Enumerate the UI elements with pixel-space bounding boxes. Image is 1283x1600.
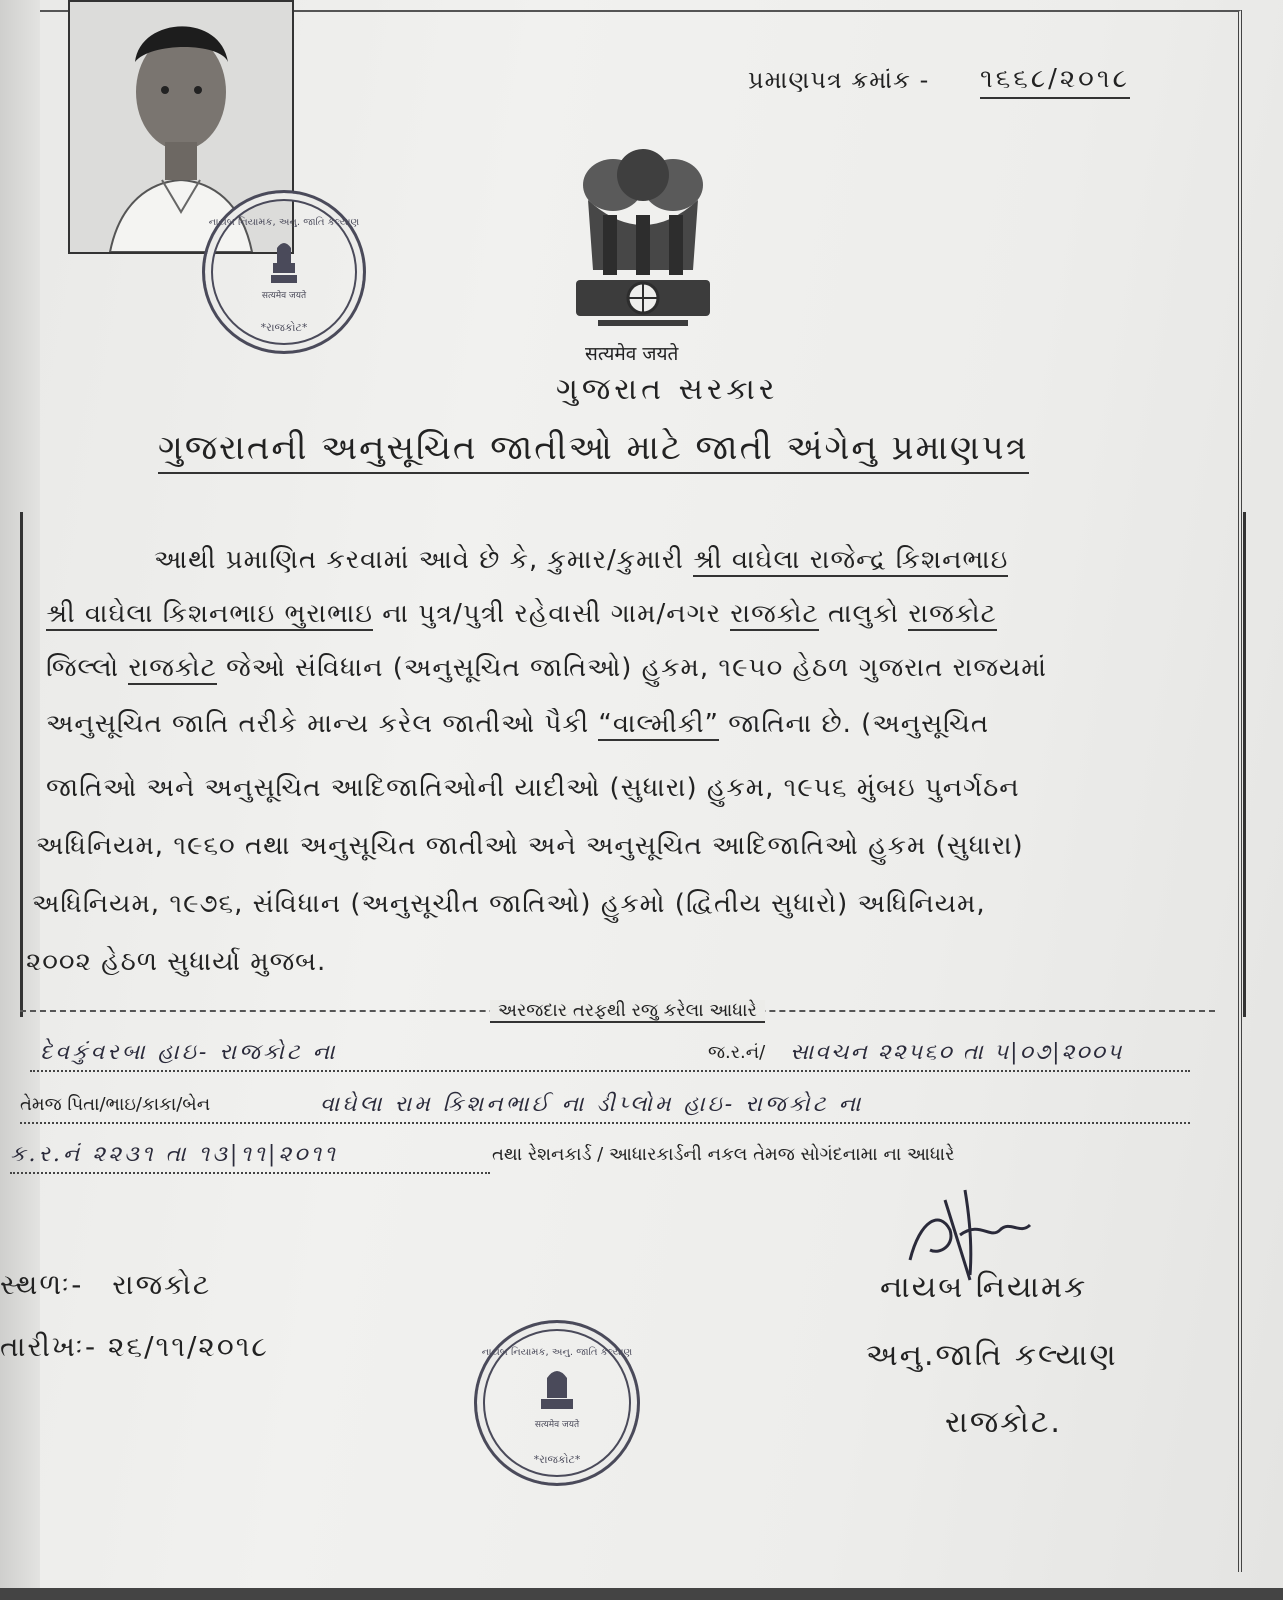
basis-header: અરજદાર તરફથી રજુ કરેલા આધારે (490, 1000, 765, 1023)
applicant-name: શ્રી વાઘેલા રાજેન્દ્ર કિશનભાઇ (693, 545, 1009, 575)
body-text-4b: જાતિના છે. (અનુસૂચિત (728, 709, 990, 739)
caste-value: “વાલ્મીકી” (598, 709, 720, 739)
basis-row-3-label: તથા રેશનકાર્ડ / આધારકાર્ડની નકલ તેમજ સોગંદનામા ના આધારે (492, 1144, 955, 1165)
body-line-4 (26, 704, 1206, 744)
basis-row-1-label: જ.ર.નં/ (708, 1042, 766, 1063)
signatory-city: રાજકોટ. (945, 1405, 1062, 1440)
body-line-5: જાતિઓ અને અનુસૂચિત આદિજાતિઓની યાદીઓ (સુધારા) હુકમ, ૧૯૫૬ મુંબઇ પુનર્ગઠન (46, 773, 1020, 803)
place-row (0, 1268, 211, 1302)
body-line-7: અધિનિયમ, ૧૯૭૬, સંવિધાન (અનુસૂચીત જાતિઓ) હુકમો (દ્વિતીય સુધારો) અધિનિયમ, (32, 889, 986, 919)
emblem-motto: सत्यमेव जयते (585, 343, 679, 365)
stamp-city-bottom: *રાજકોટ* (533, 1453, 581, 1466)
stamp-motto: सत्यमेव जयते (261, 291, 307, 301)
ashoka-lion-capital-icon (568, 140, 718, 335)
basis-row-2-handwritten: વાઘેલા રામ કિશનભાઈ ના ડીપ્લોમ હાઇ- રાજકોટ ના (320, 1092, 864, 1117)
taluka-label: તાલુકો (827, 599, 900, 629)
body-line-8: ૨૦૦૨ હેઠળ સુધાર્યા મુજબ. (26, 947, 327, 977)
body-line-3 (26, 648, 1206, 688)
place-value: રાજકોટ (112, 1268, 212, 1301)
basis-row-2-label: તેમજ પિતા/ભાઇ/કાકા/બેન (20, 1094, 211, 1115)
date-label: તારીખઃ- (0, 1330, 98, 1363)
basis-row-3-line (10, 1142, 490, 1174)
stamp-motto-bottom: सत्यमेव जयते (534, 1420, 580, 1430)
place-label: સ્થળઃ- (0, 1268, 84, 1301)
body-line-2 (26, 594, 1206, 634)
district-value: રાજકોટ (128, 653, 217, 683)
residence-label: ના પુત્ર/પુત્રી રહેવાસી ગામ/નગર (382, 599, 722, 629)
body-text-3: જેઓ સંવિધાન (અનુસૂચિત જાતિઓ) હુકમ, ૧૯૫૦ હેઠળ ગુજરાત રાજયમાં (226, 653, 1048, 683)
certificate-number: ૧૬૬૮/૨૦૧૮ (980, 64, 1130, 99)
bottom-edge (0, 1588, 1283, 1600)
certificate-title: ગુજરાતની અનુસૂચિત જાતીઓ માટે જાતી અંગેનુ પ્રમાણપત્ર (158, 428, 1029, 474)
signatory-department: અનુ.જાતિ કલ્યાણ (866, 1338, 1118, 1373)
body-line-6: અધિનિયમ, ૧૯૬૦ તથા અનુસૂચિત જાતીઓ અને અનુસૂચિત આદિજાતિઓ હુકમ (સુધારા) (36, 831, 1024, 861)
body-intro: આથી પ્રમાણિત કરવામાં આવે છે કે, કુમાર/કુમારી (154, 545, 684, 575)
village-value: રાજકોટ (730, 599, 819, 629)
official-stamp-top (202, 190, 366, 354)
body-text-4a: અનુસૂચિત જાતિ તરીકે માન્ય કરેલ જાતીઓ પૈકી (46, 709, 590, 739)
basis-row-3-handwritten: ક.ર.નં ૨૨૩૧ તા ૧૩|૧૧|૨૦૧૧ (10, 1142, 339, 1167)
stamp-office: નાયબ નિયામક, અનુ. જાતિ કલ્યાણ (208, 217, 360, 228)
basis-row-2 (20, 1092, 1190, 1124)
date-value: ૨૬/૧૧/૨૦૧૮ (107, 1330, 269, 1363)
basis-row-1-handwritten-2: સાવચન ૨૨૫૬૦ તા ૫|૦૭|૨૦૦૫ (790, 1040, 1124, 1065)
signatory-title: નાયબ નિયામક (880, 1270, 1088, 1305)
certificate-number-label: પ્રમાણપત્ર ક્રમાંક - (748, 66, 930, 94)
basis-row-1 (30, 1040, 1190, 1072)
body-line-1 (26, 540, 1206, 580)
district-label: જિલ્લો (46, 653, 120, 683)
official-stamp-bottom (474, 1320, 640, 1486)
basis-row-1-handwritten: દેવકુંવરબા હાઇ- રાજકોટ ના (40, 1040, 338, 1065)
date-row (0, 1330, 269, 1364)
stamp-city: *રાજકોટ* (260, 321, 308, 334)
stamp-office-bottom: નાયબ નિયામક, અનુ. જાતિ કલ્યાણ (481, 1347, 633, 1358)
government-name: ગુજરાત સરકાર (556, 372, 779, 407)
parent-name: શ્રી વાઘેલા કિશનભાઇ ભુરાભાઇ (46, 599, 374, 629)
taluka-value: રાજકોટ (908, 599, 997, 629)
